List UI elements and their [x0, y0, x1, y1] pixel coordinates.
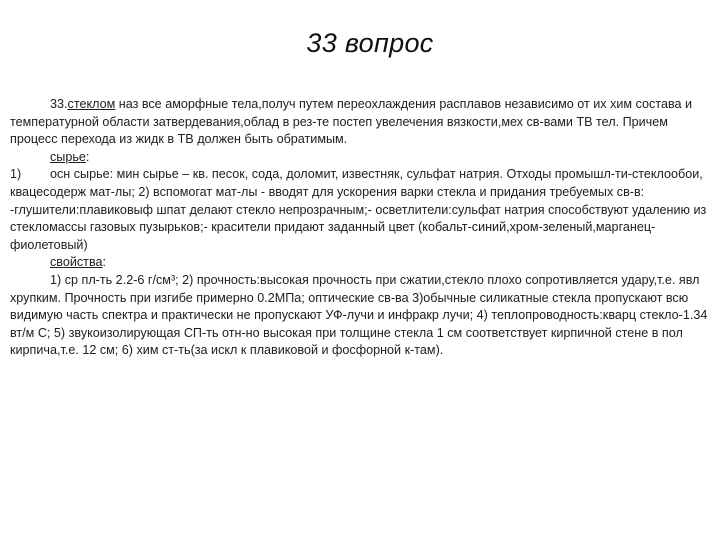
properties-heading: свойства — [50, 255, 103, 270]
definition-term: стеклом — [67, 97, 116, 111]
raw-materials-item-number: 1) — [10, 167, 22, 182]
properties-heading-suffix: : — [102, 255, 107, 270]
definition-paragraph — [10, 96, 710, 149]
raw-materials-heading: сырье — [50, 149, 86, 164]
slide-body — [10, 96, 710, 360]
definition-text: наз все аморфные тела,получ путем переохлаждения расплавов независимо от их хим состава и температурной области затвердевания,облад в рез-те постеп увелечения вязкости,мех св-вами ТВ тел. Причем процесс перехода из жидк в ТВ должен быть обратимым. — [10, 97, 693, 147]
properties-paragraph — [10, 272, 710, 360]
raw-materials-heading-line — [10, 149, 710, 167]
slide-title: 33 вопрос — [306, 28, 434, 58]
raw-materials-text: осн сырье: мин сырье – кв. песок, сода, доломит, известняк, сульфат натрия. Отходы промышл-ти-стеклообои, квацесодерж мат-лы; 2) вспомогат мат-лы - вводят для ускорения варки стекла и придания требуемых св-в: -глушители:плавиковыф шпат делают стекло непрозрачным;- осветлители:сульфат натрия способствуют удалению из стекломассы газовых пузырьков;- красители придают заданный цвет (кобальт-синий,хром-зеленый,марганец-фиолетовый) — [10, 167, 707, 252]
raw-materials-paragraph — [10, 166, 710, 254]
properties-heading-line — [10, 254, 710, 272]
properties-text: 1) ср пл-ть 2.2-6 г/см³; 2) прочность:высокая прочность при сжатии,стекло плохо сопротивляется удару,т.е. явл хрупким. Прочность при изгибе примерно 0.2МПа; оптические св-ва 3)обычные силикатные стекла пропускают всю видимую часть спектра и практически не пропускают УФ-лучи и инфракр лучи; 4) теплопроводность:кварц стекло-1.34 вт/м С; 5) звукоизолирующая СП-ть отн-но высокая при толщине стекла 1 см соответствует кирпичной стене в пол кирпича,т.е. 12 см; 6) хим ст-ть(за искл к плавиковой и фосфорной к-там). — [10, 272, 708, 358]
definition-prefix: 33. — [50, 97, 68, 111]
raw-materials-heading-suffix: : — [85, 149, 90, 164]
